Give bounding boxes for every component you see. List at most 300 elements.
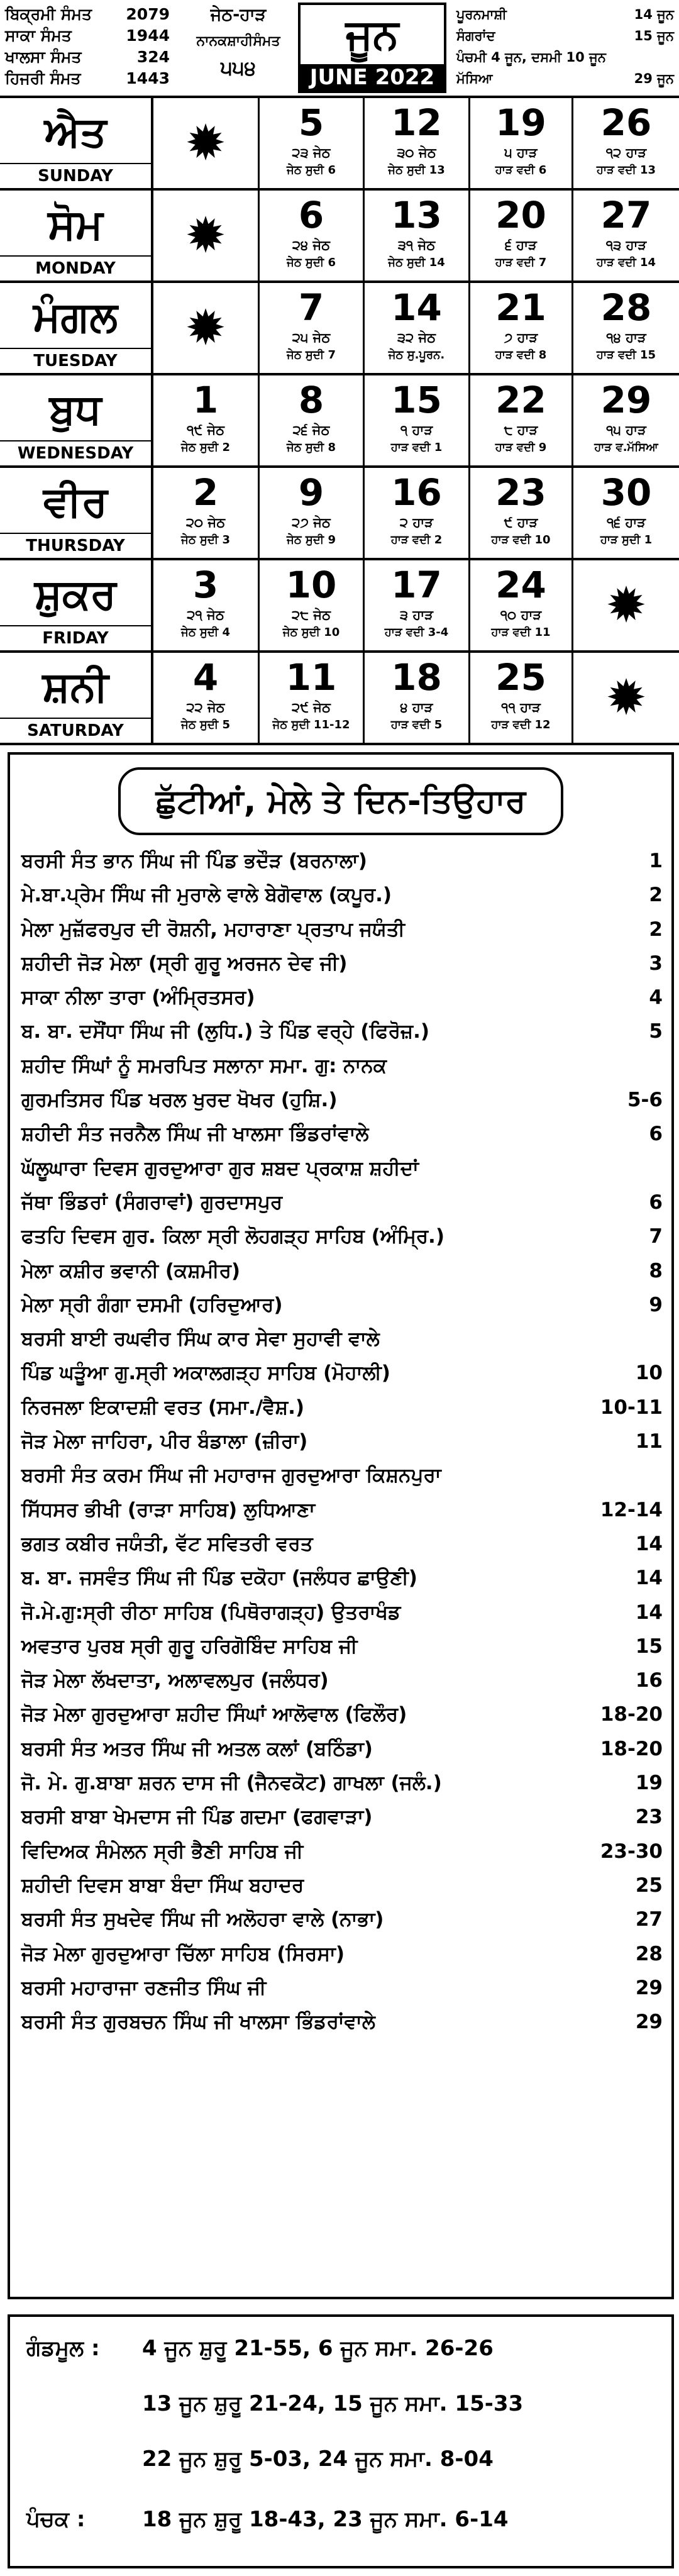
nanakshahi-date: ੨੩ ਜੇਠ — [292, 145, 331, 160]
date-number: 7 — [298, 286, 324, 329]
era-label: ਬਿਕ੍ਰਮੀ ਸੰਮਤ — [5, 5, 92, 23]
festival-date: 10 — [635, 1362, 663, 1385]
moon-phase-label: ਪੰਚਮੀ 4 ਜੂਨ, ਦਸਮੀ 10 ਜੂਨ — [456, 50, 606, 65]
festival-date: 6 — [649, 1123, 663, 1146]
festival-item — [21, 947, 663, 980]
festival-item — [21, 1902, 663, 1936]
festival-name: ਬਰਸੀ ਸੰਤ ਕਰਮ ਸਿੰਘ ਜੀ ਮਹਾਰਾਜ ਗੁਰਦੁਆਰਾ ਕਿਸ਼ਨਪੁਰਾ — [21, 1464, 441, 1487]
lunar-tithi: ਜੇਠ ਸੁਦੀ 5 — [181, 718, 230, 731]
moon-phase-row — [456, 47, 674, 68]
calendar-header — [0, 0, 679, 98]
festival-date: 29 — [635, 1976, 663, 1999]
date-cell — [573, 375, 679, 465]
date-number: 9 — [298, 471, 324, 514]
nanakshahi-date: ੩੧ ਜੇਠ — [397, 238, 436, 253]
date-number: 18 — [391, 656, 442, 699]
lunar-tithi: ਹਾੜ ਵਦੀ 5 — [390, 718, 443, 731]
empty-date-cell — [153, 191, 260, 280]
festivals-title-wrap — [10, 767, 671, 835]
date-number: 16 — [391, 471, 442, 514]
nanakshahi-date: ੨੦ ਜੇਠ — [186, 515, 225, 530]
lunar-tithi: ਹਾੜ ਵਦੀ 7 — [495, 256, 547, 269]
weekday-punjabi: ਐਤ — [44, 108, 107, 156]
weekday-english: SUNDAY — [0, 163, 151, 188]
festival-date: 18-20 — [600, 1703, 663, 1726]
date-cell — [153, 653, 260, 743]
lunar-tithi: ਜੇਠ ਸੁਦੀ 6 — [287, 164, 336, 177]
festival-name: ਸ਼ਹੀਦੀ ਦਿਵਸ ਬਾਬਾ ਬੰਦਾ ਸਿੰਘ ਬਹਾਦਰ — [21, 1874, 304, 1897]
festival-item — [21, 878, 663, 912]
festival-item — [21, 1014, 663, 1048]
lunar-tithi: ਹਾੜ ਵਦੀ 12 — [491, 718, 551, 731]
empty-date-cell — [153, 283, 260, 373]
date-cell — [365, 560, 470, 650]
era-table — [5, 4, 170, 89]
nanakshahi-months: ਜੇਠ-ਹਾੜ — [210, 5, 267, 25]
festival-name: ਬਰਸੀ ਸੰਤ ਭਾਨ ਸਿੰਘ ਜੀ ਪਿੰਡ ਭਦੌੜ (ਬਰਨਾਲਾ) — [21, 850, 367, 872]
nanakshahi-date: ੩ ਹਾੜ — [400, 608, 433, 623]
date-cell — [365, 283, 470, 373]
nanakshahi-date: ੧੦ ਹਾੜ — [500, 608, 542, 623]
nanakshahi-date: ੧੯ ਜੇਠ — [187, 423, 224, 438]
festival-date: 2 — [649, 884, 663, 907]
festival-name: ਬਰਸੀ ਸੰਤ ਗੁਰਬਚਨ ਸਿੰਘ ਜੀ ਖਾਲਸਾ ਭਿੰਡਰਾਂਵਾਲੇ — [21, 2011, 375, 2034]
festival-item — [21, 1663, 663, 1697]
festival-name: ਘੱਲੂਘਾਰਾ ਦਿਵਸ ਗੁਰਦੁਆਰਾ ਗੁਰ ਸ਼ਬਦ ਪ੍ਰਕਾਸ਼ ਸ਼ਹੀਦਾਂ — [21, 1157, 419, 1180]
festival-item — [21, 1596, 663, 1629]
festival-item — [21, 844, 663, 878]
date-cell — [153, 468, 260, 558]
festival-name: ਜੋ. ਮੇ. ਗੁ.ਬਾਬਾ ਸ਼ਰਨ ਦਾਸ ਜੀ (ਜੈਨਵਕੋਟ) ਗਾਖਲਾ (ਜਲੰ.) — [21, 1772, 442, 1795]
date-cell — [260, 560, 365, 650]
date-cell — [365, 653, 470, 743]
sun-ornament-icon: ✹ — [185, 299, 226, 357]
lunar-tithi: ਹਾੜ ਵਦੀ 11 — [491, 626, 551, 639]
date-cell — [573, 191, 679, 280]
date-number: 2 — [192, 471, 219, 514]
moon-phase-value: 14 ਜੂਨ — [634, 7, 674, 22]
festival-date: 18-20 — [600, 1737, 663, 1760]
date-number: 20 — [495, 194, 546, 236]
festival-item — [21, 1424, 663, 1458]
date-cell — [573, 468, 679, 558]
weekday-cell — [0, 375, 153, 465]
festival-date: 14 — [635, 1567, 663, 1590]
festival-date: 6 — [649, 1191, 663, 1214]
festival-name: ਫਤਹਿ ਦਿਵਸ ਗੁਰ. ਕਿਲਾ ਸ੍ਰੀ ਲੋਹਗੜ੍ਹ ਸਾਹਿਬ (ਅੰਮ੍ਰਿ.) — [21, 1225, 445, 1248]
festival-name: ਬਰਸੀ ਬਾਬਾ ਖੇਮਦਾਸ ਜੀ ਪਿੰਡ ਗਦਮਾ (ਫਗਵਾੜਾ) — [21, 1806, 373, 1829]
date-number: 27 — [600, 194, 652, 236]
nanakshahi-date: ੧੫ ਹਾੜ — [606, 423, 646, 438]
date-cell — [470, 375, 573, 465]
date-cell — [365, 98, 470, 188]
weekday-punjabi: ਵੀਰ — [43, 477, 108, 526]
festival-name: ਬਰਸੀ ਮਹਾਰਾਜਾ ਰਣਜੀਤ ਸਿੰਘ ਜੀ — [21, 1976, 267, 1999]
nanakshahi-date: ੧੬ ਹਾੜ — [606, 515, 646, 530]
date-cell — [153, 375, 260, 465]
month-title-punjabi: ਜੂਨ — [345, 9, 399, 58]
date-number: 23 — [495, 471, 546, 514]
festival-item — [21, 1629, 663, 1663]
date-cell — [470, 191, 573, 280]
panchak-line: 18 ਜੂਨ ਸ਼ੁਰੂ 18-43, 23 ਜੂਨ ਸਮਾ. 6-14 — [142, 2507, 509, 2532]
era-row — [5, 25, 170, 47]
date-number: 5 — [298, 101, 324, 144]
date-cell — [470, 283, 573, 373]
nanakshahi-label: ਨਾਨਕਸ਼ਾਹੀਸੰਮਤ — [196, 33, 280, 49]
month-title-box — [298, 3, 446, 93]
nanakshahi-date: ੧੪ ਹਾੜ — [606, 330, 646, 345]
weekday-cell — [0, 98, 153, 188]
festival-name: ਜੋੜ ਮੇਲਾ ਗੁਰਦੁਆਰਾ ਚਿੱਲਾ ਸਾਹਿਬ (ਸਿਰਸਾ) — [21, 1942, 345, 1965]
moon-phase-table — [456, 4, 674, 89]
nanakshahi-block — [186, 4, 290, 80]
date-number: 26 — [600, 101, 652, 144]
festival-date: 3 — [649, 952, 663, 975]
festival-name: ਬ. ਬਾ. ਦਸੌਂਧਾ ਸਿੰਘ ਜੀ (ਲੁਧਿ.) ਤੇ ਪਿੰਡ ਵਰ੍ਹੇ (ਫਿਰੋਜ਼.) — [21, 1020, 430, 1043]
date-cell — [260, 653, 365, 743]
nanakshahi-date: ੮ ਹਾੜ — [504, 423, 538, 438]
lunar-tithi: ਜੇਠ ਸੁਦੀ 9 — [287, 533, 336, 547]
festival-item — [21, 1937, 663, 1971]
festival-date: 5 — [649, 1020, 663, 1043]
festival-name: ਜੋੜ ਮੇਲਾ ਗੁਰਦੁਆਰਾ ਸ਼ਹੀਦ ਸਿੰਘਾਂ ਆਲੋਵਾਲ (ਫਿਲੌਰ) — [21, 1703, 407, 1726]
festival-date: 1 — [649, 850, 663, 872]
nanakshahi-date: ੧ ਹਾੜ — [400, 423, 433, 438]
festivals-section — [8, 752, 674, 2299]
weekday-cell — [0, 560, 153, 650]
festival-item — [21, 1493, 663, 1527]
date-cell — [470, 98, 573, 188]
festival-name: ਮੇਲਾ ਕਸ਼ੀਰ ਭਵਾਨੀ (ਕਸ਼ਮੀਰ) — [21, 1259, 240, 1282]
festival-item — [21, 1152, 663, 1185]
festival-date: 27 — [635, 1908, 663, 1931]
festival-date: 14 — [635, 1601, 663, 1624]
week-row — [0, 283, 679, 375]
date-number: 30 — [600, 471, 652, 514]
festival-name: ਮੇਲਾ ਮੁਜ਼ੱਫਰਪੁਰ ਦੀ ਰੋਸ਼ਨੀ, ਮਹਾਰਾਣਾ ਪ੍ਰਤਾਪ ਜਯੰਤੀ — [21, 918, 405, 941]
lunar-tithi: ਹਾੜ ਵਦੀ 9 — [495, 441, 547, 454]
weekday-english: WEDNESDAY — [0, 440, 151, 465]
festival-item — [21, 1732, 663, 1766]
lunar-tithi: ਹਾੜ ਸੁਦੀ 1 — [600, 533, 653, 547]
lunar-tithi: ਹਾੜ ਵਦੀ 3-4 — [384, 626, 449, 639]
festival-name: ਅਵਤਾਰ ਪੁਰਬ ਸ੍ਰੀ ਗੁਰੂ ਹਰਿਗੋਬਿੰਦ ਸਾਹਿਬ ਜੀ — [21, 1635, 358, 1658]
nanakshahi-date: ੨੧ ਜੇਠ — [187, 608, 224, 623]
festival-name: ਬਰਸੀ ਬਾਈ ਰਘਵੀਰ ਸਿੰਘ ਕਾਰ ਸੇਵਾ ਸੁਹਾਵੀ ਵਾਲੇ — [21, 1328, 380, 1351]
era-row — [5, 68, 170, 89]
festival-item — [21, 1766, 663, 1800]
sun-ornament-icon: ✹ — [185, 114, 226, 172]
date-cell — [260, 375, 365, 465]
nanakshahi-date: ੩੦ ਜੇਠ — [397, 145, 436, 160]
festival-date: 25 — [635, 1874, 663, 1897]
nanakshahi-date: ੨ ਹਾੜ — [400, 515, 433, 530]
era-value: 2079 — [126, 5, 170, 23]
festival-item — [21, 1083, 663, 1117]
festivals-list — [21, 844, 663, 2039]
gandmool-panchak-box — [8, 2314, 674, 2568]
weekday-english: TUESDAY — [0, 348, 151, 373]
lunar-tithi: ਜੇਠ ਸੁਦੀ 6 — [287, 256, 336, 269]
nanakshahi-date: ੨੪ ਜੇਠ — [292, 238, 330, 253]
festival-date: 16 — [635, 1669, 663, 1692]
date-number: 24 — [495, 564, 546, 606]
weekday-punjabi: ਮੰਗਲ — [33, 292, 118, 341]
moon-phase-label: ਪੂਰਨਮਾਸ਼ੀ — [456, 7, 507, 22]
era-value: 1443 — [126, 69, 170, 87]
nanakshahi-date: ੬ ਹਾੜ — [505, 238, 537, 253]
festival-item — [21, 1254, 663, 1288]
lunar-tithi: ਜੇਠ ਸੁਦੀ 2 — [181, 441, 230, 454]
era-row — [5, 4, 170, 25]
sun-ornament-icon: ✹ — [605, 669, 647, 726]
sun-ornament-icon: ✹ — [185, 207, 226, 264]
date-cell — [365, 191, 470, 280]
nanakshahi-date: ੧੨ ਹਾੜ — [605, 145, 647, 160]
nanakshahi-date: ੨੫ ਜੇਠ — [292, 330, 331, 345]
nanakshahi-date: ੪ ਹਾੜ — [400, 700, 433, 715]
festival-name: ਬ. ਬਾ. ਜਸਵੰਤ ਸਿੰਘ ਜੀ ਪਿੰਡ ਦਕੋਹਾ (ਜਲੰਧਰ ਛਾਉਣੀ) — [21, 1567, 417, 1590]
festival-date: 5-6 — [627, 1089, 663, 1112]
festival-name: ਪਿੰਡ ਘੜੂੰਆ ਗੁ.ਸ੍ਰੀ ਅਕਾਲਗੜ੍ਹ ਸਾਹਿਬ (ਮੋਹਾਲੀ) — [21, 1362, 390, 1385]
lunar-tithi: ਜੇਠ ਸੁਦੀ 3 — [181, 533, 230, 547]
festival-name: ਜੋ.ਮੇ.ਗੁ:ਸ੍ਰੀ ਰੀਠਾ ਸਾਹਿਬ (ਪਿਥੋਰਾਗੜ੍ਹ) ਉਤਰਾਖੰਡ — [21, 1601, 401, 1624]
festival-item — [21, 913, 663, 947]
lunar-tithi: ਹਾੜ ਵ.ਮੱਸਿਆ — [594, 441, 658, 454]
date-cell — [470, 653, 573, 743]
nanakshahi-year: ੫੫੪ — [220, 56, 257, 80]
date-cell — [260, 283, 365, 373]
festival-item — [21, 1185, 663, 1219]
moon-phase-row — [456, 68, 674, 89]
lunar-tithi: ਹਾੜ ਵਦੀ 15 — [596, 348, 656, 362]
nanakshahi-date: ੩੨ ਜੇਠ — [397, 330, 436, 345]
era-value: 324 — [136, 48, 170, 66]
lunar-tithi: ਜੇਠ ਸੁਦੀ 11-12 — [272, 718, 350, 731]
date-number: 19 — [495, 101, 546, 144]
festival-item — [21, 1527, 663, 1561]
lunar-tithi: ਜੇਠ ਸੁਦੀ 7 — [287, 348, 336, 362]
lunar-tithi: ਹਾੜ ਵਦੀ 8 — [495, 348, 547, 362]
festival-date: 11 — [635, 1430, 663, 1453]
nanakshahi-date: ੨੭ ਜੇਠ — [292, 515, 331, 530]
festival-item — [21, 1835, 663, 1868]
date-number: 22 — [495, 379, 546, 421]
date-cell — [260, 191, 365, 280]
calendar-grid — [0, 98, 679, 746]
festival-name: ਮੇਲਾ ਸ੍ਰੀ ਗੰਗਾ ਦਸਮੀ (ਹਰਿਦੁਆਰ) — [21, 1293, 283, 1316]
month-title-english: JUNE 2022 — [301, 64, 444, 91]
lunar-tithi: ਹਾੜ ਵਦੀ 14 — [596, 256, 656, 269]
festival-name: ਮੇ.ਬਾ.ਪ੍ਰੇਮ ਸਿੰਘ ਜੀ ਮੁਰਾਲੇ ਵਾਲੇ ਬੇਗੋਵਾਲ (ਕਪੂਰ.) — [21, 884, 392, 907]
weekday-punjabi: ਸ਼ਨੀ — [42, 662, 109, 711]
festival-name: ਜੋੜ ਮੇਲਾ ਲੱਖਦਾਤਾ, ਅਲਾਵਲਪੁਰ (ਜਲੰਧਰ) — [21, 1669, 329, 1692]
festival-item — [21, 1391, 663, 1424]
festival-name: ਵਿਦਿਅਕ ਸੰਮੇਲਨ ਸ੍ਰੀ ਭੈਣੀ ਸਾਹਿਬ ਜੀ — [21, 1840, 304, 1863]
festival-item — [21, 1868, 663, 1902]
festival-item — [21, 2005, 663, 2039]
festival-date: 9 — [649, 1293, 663, 1316]
festival-item — [21, 1458, 663, 1492]
festival-name: ਜੋੜ ਮੇਲਾ ਜਾਹਿਰਾ, ਪੀਰ ਬੰਡਾਲਾ (ਜ਼ੀਰਾ) — [21, 1430, 308, 1453]
festival-date: 28 — [635, 1942, 663, 1965]
weekday-cell — [0, 191, 153, 280]
lunar-tithi: ਜੇਠ ਸੁ.ਪੂਰਨ. — [388, 348, 445, 362]
lunar-tithi: ਜੇਠ ਸੁਦੀ 10 — [282, 626, 340, 639]
week-row — [0, 191, 679, 283]
date-number: 21 — [495, 286, 546, 329]
week-row — [0, 375, 679, 468]
date-number: 15 — [391, 379, 442, 421]
weekday-english: SATURDAY — [0, 718, 151, 743]
date-number: 29 — [600, 379, 652, 421]
festival-item — [21, 1288, 663, 1322]
festival-name: ਬਰਸੀ ਸੰਤ ਸੁਖਦੇਵ ਸਿੰਘ ਜੀ ਅਲੋਹਰਾ ਵਾਲੇ (ਨਾਭਾ) — [21, 1908, 384, 1931]
festival-item — [21, 1356, 663, 1390]
era-value: 1944 — [126, 26, 170, 45]
gandmool-line: 22 ਜੂਨ ਸ਼ੁਰੂ 5-03, 24 ਜੂਨ ਸਮਾ. 8-04 — [142, 2446, 494, 2472]
lunar-tithi: ਹਾੜ ਵਦੀ 6 — [495, 164, 547, 177]
festival-date: 7 — [649, 1225, 663, 1248]
festival-name: ਸਾਕਾ ਨੀਲਾ ਤਾਰਾ (ਅੰਮ੍ਰਿਤਸਰ) — [21, 986, 255, 1009]
festival-date: 15 — [635, 1635, 663, 1658]
festival-date: 14 — [635, 1532, 663, 1555]
festival-date: 12-14 — [600, 1498, 663, 1521]
festival-name: ਜੱਥਾ ਭਿੰਡਰਾਂ (ਸੰਗਰਾਵਾਂ) ਗੁਰਦਾਸਪੁਰ — [21, 1191, 283, 1214]
festival-date: 2 — [649, 918, 663, 941]
weekday-english: THURSDAY — [0, 533, 151, 558]
lunar-tithi: ਹਾੜ ਵਦੀ 13 — [596, 164, 656, 177]
weekday-cell — [0, 283, 153, 373]
festival-date: 10-11 — [600, 1396, 663, 1419]
week-row — [0, 560, 679, 653]
nanakshahi-date: ੧੩ ਹਾੜ — [605, 238, 647, 253]
lunar-tithi: ਜੇਠ ਸੁਦੀ 8 — [287, 441, 336, 454]
festival-name: ਗੁਰਮਤਿਸਰ ਪਿੰਡ ਖਰਲ ਖੁਰਦ ਖੋਖਰ (ਹੁਸ਼ਿ.) — [21, 1089, 338, 1112]
week-row — [0, 98, 679, 191]
festival-item — [21, 1219, 663, 1253]
date-cell — [365, 375, 470, 465]
moon-phase-label: ਮੱਸਿਆ — [456, 71, 493, 86]
festival-name: ਭਗਤ ਕਬੀਰ ਜਯੰਤੀ, ਵੱਟ ਸਵਿਤਰੀ ਵਰਤ — [21, 1532, 313, 1555]
empty-date-cell — [573, 560, 679, 650]
festival-date: 29 — [635, 2011, 663, 2034]
festival-item — [21, 1322, 663, 1356]
date-number: 11 — [285, 656, 337, 699]
festival-item — [21, 1049, 663, 1083]
date-cell — [365, 468, 470, 558]
nanakshahi-date: ੨੨ ਜੇਠ — [186, 700, 225, 715]
festival-item — [21, 1561, 663, 1595]
date-number: 1 — [192, 379, 219, 421]
era-label: ਹਿਜਰੀ ਸੰਮਤ — [5, 69, 81, 87]
era-label: ਸਾਕਾ ਸੰਮਤ — [5, 26, 72, 45]
festival-name: ਸ਼ਹੀਦੀ ਜੋੜ ਮੇਲਾ (ਸ੍ਰੀ ਗੁਰੂ ਅਰਜਨ ਦੇਵ ਜੀ) — [21, 952, 348, 975]
date-number: 17 — [391, 564, 442, 606]
date-cell — [573, 283, 679, 373]
date-number: 10 — [285, 564, 337, 606]
moon-phase-row — [456, 4, 674, 25]
date-number: 14 — [391, 286, 442, 329]
festival-item — [21, 1971, 663, 2005]
gandmool-line: 13 ਜੂਨ ਸ਼ੁਰੂ 21-24, 15 ਜੂਨ ਸਮਾ. 15-33 — [142, 2391, 524, 2416]
festival-name: ਸ਼ਹੀਦ ਸਿੰਘਾਂ ਨੂੰ ਸਮਰਪਿਤ ਸਲਾਨਾ ਸਮਾ. ਗੁ: ਨਾਨਕ — [21, 1054, 387, 1077]
moon-phase-value: 15 ਜੂਨ — [634, 28, 674, 43]
lunar-tithi: ਹਾੜ ਵਦੀ 10 — [491, 533, 551, 547]
empty-date-cell — [153, 98, 260, 188]
festival-name: ਬਰਸੀ ਸੰਤ ਅਤਰ ਸਿੰਘ ਜੀ ਅਤਲ ਕਲਾਂ (ਬਠਿੰਡਾ) — [21, 1737, 373, 1760]
era-row — [5, 47, 170, 68]
week-row — [0, 468, 679, 560]
nanakshahi-date: ੨੮ ਜੇਠ — [292, 608, 331, 623]
gandmool-line: 4 ਜੂਨ ਸ਼ੁਰੂ 21-55, 6 ਜੂਨ ਸਮਾ. 26-26 — [142, 2336, 494, 2361]
date-number: 13 — [391, 194, 442, 236]
festival-item — [21, 1117, 663, 1151]
date-number: 12 — [391, 101, 442, 144]
date-number: 4 — [192, 656, 219, 699]
festival-item — [21, 1800, 663, 1834]
festivals-title: ਛੁੱਟੀਆਂ, ਮੇਲੇ ਤੇ ਦਿਨ-ਤਿਉਹਾਰ — [118, 767, 563, 835]
festival-date: 23-30 — [600, 1840, 663, 1863]
date-cell — [573, 98, 679, 188]
empty-date-cell — [573, 653, 679, 743]
nanakshahi-date: ੨੬ ਜੇਠ — [292, 423, 330, 438]
festival-date: 8 — [649, 1259, 663, 1282]
nanakshahi-date: ੧੧ ਹਾੜ — [501, 700, 541, 715]
era-label: ਖਾਲਸਾ ਸੰਮਤ — [5, 48, 82, 66]
gandmool-label: ਗੰਡਮੂਲ : — [26, 2336, 100, 2361]
festival-item — [21, 1697, 663, 1731]
lunar-tithi: ਹਾੜ ਵਦੀ 2 — [390, 533, 443, 547]
weekday-punjabi: ਸੋਮ — [48, 200, 103, 248]
date-number: 6 — [298, 194, 324, 236]
festival-date: 4 — [649, 986, 663, 1009]
weekday-punjabi: ਬੁਧ — [49, 385, 102, 433]
date-cell — [260, 468, 365, 558]
festival-date: 23 — [635, 1806, 663, 1829]
date-number: 28 — [600, 286, 652, 329]
date-cell — [470, 560, 573, 650]
festival-name: ਸਿੱਧਸਰ ਭੀਖੀ (ਰਾੜਾ ਸਾਹਿਬ) ਲੁਧਿਆਣਾ — [21, 1498, 316, 1521]
festival-name: ਸ਼ਹੀਦੀ ਸੰਤ ਜਰਨੈਲ ਸਿੰਘ ਜੀ ਖਾਲਸਾ ਭਿੰਡਰਾਂਵਾਲੇ — [21, 1123, 369, 1146]
festival-item — [21, 980, 663, 1014]
weekday-english: MONDAY — [0, 255, 151, 280]
weekday-english: FRIDAY — [0, 625, 151, 650]
lunar-tithi: ਹਾੜ ਵਦੀ 1 — [390, 441, 443, 454]
week-row — [0, 653, 679, 745]
moon-phase-value: 29 ਜੂਨ — [634, 71, 674, 86]
date-cell — [153, 560, 260, 650]
nanakshahi-date: ੫ ਹਾੜ — [504, 145, 538, 160]
date-cell — [260, 98, 365, 188]
weekday-cell — [0, 468, 153, 558]
date-number: 3 — [192, 564, 219, 606]
moon-phase-label: ਸੰਗਰਾਂਦ — [456, 28, 495, 43]
date-number: 8 — [298, 379, 324, 421]
lunar-tithi: ਜੇਠ ਸੁਦੀ 13 — [388, 164, 445, 177]
weekday-cell — [0, 653, 153, 743]
nanakshahi-date: ੯ ਹਾੜ — [504, 515, 538, 530]
date-cell — [470, 468, 573, 558]
panchak-label: ਪੰਚਕ : — [26, 2507, 86, 2532]
sun-ornament-icon: ✹ — [605, 577, 647, 634]
moon-phase-row — [456, 25, 674, 47]
festival-date: 19 — [635, 1772, 663, 1795]
festival-name: ਨਿਰਜਲਾ ਇਕਾਦਸ਼ੀ ਵਰਤ (ਸਮਾ./ਵੈਸ਼.) — [21, 1396, 305, 1419]
nanakshahi-date: ੭ ਹਾੜ — [504, 330, 538, 345]
date-number: 25 — [495, 656, 546, 699]
